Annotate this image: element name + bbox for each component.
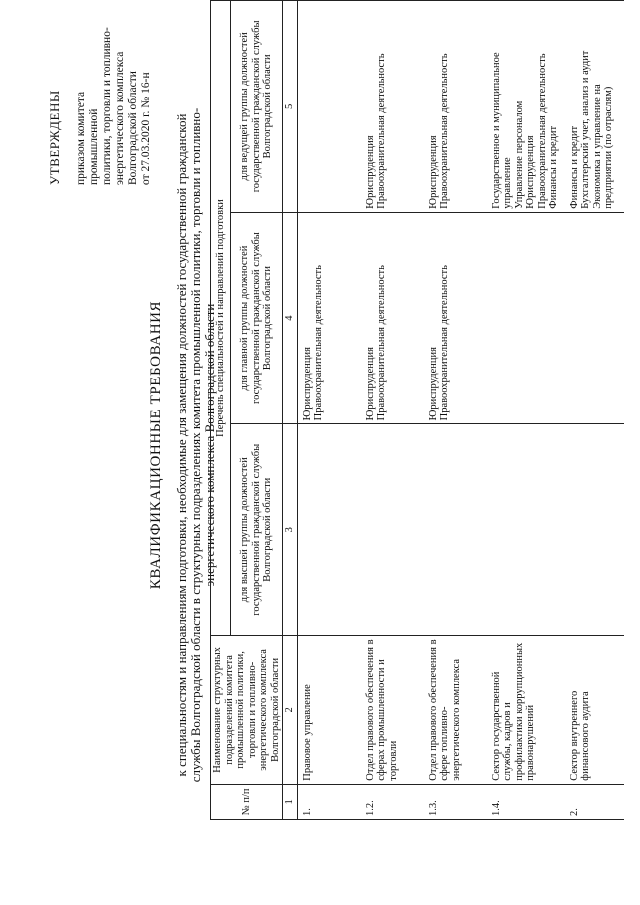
header-higher: для высшей группы должностей государственной гражданской службы Волгоградской области <box>231 424 283 636</box>
requirements-table <box>210 0 624 820</box>
row-lead-specialties <box>420 1 483 213</box>
document-title <box>148 65 217 825</box>
specialty-item: Правоохранительная деятельность <box>536 53 548 209</box>
col-number: 2 <box>283 636 298 785</box>
row-number: 1.3. <box>420 784 483 819</box>
row-main-specialties <box>297 212 357 424</box>
header-list: Перечень специальностей и направлений подготовки <box>211 1 231 636</box>
row-unit-name: Отдел правового обеспечения в сферах промышленности и торговли <box>357 636 420 785</box>
approval-line: приказом комитета промышленной <box>75 91 100 185</box>
specialty-item: Юриспруденция <box>364 347 376 421</box>
row-higher-specialties <box>357 424 420 636</box>
specialty-item: Юриспруденция <box>364 135 376 209</box>
approval-line: Волгоградской области <box>127 71 139 185</box>
row-lead-specialties <box>357 1 420 213</box>
title-line: службы Волгоградской области в структурных подразделениях комитета промышленной политики, торговли и топливно- <box>188 107 203 783</box>
header-num: № п/п <box>211 784 283 819</box>
row-main-specialties <box>420 212 483 424</box>
row-main-specialties <box>561 212 624 424</box>
specialty-item: Бухгалтерский учет, анализ и аудит <box>580 50 591 209</box>
specialty-item: Юриспруденция <box>427 135 439 209</box>
row-unit-name: Сектор внутреннего финансового аудита <box>561 636 624 785</box>
specialty-item: Правоохранительная деятельность <box>376 53 387 209</box>
specialty-item: Правоохранительная деятельность <box>376 265 387 421</box>
row-lead-specialties <box>483 1 561 213</box>
approval-line: политики, торговли и топливно- <box>101 27 113 185</box>
header-name: Наименование структурных подразделений комитета промышленной политики, торговли и топливно-энергетического комплекса Волгоградской области <box>211 636 283 785</box>
table-row <box>483 1 561 820</box>
row-higher-specialties <box>297 424 357 636</box>
specialty-item: Юриспруденция <box>301 347 313 421</box>
row-number: 2. <box>561 784 624 819</box>
specialty-item: Правоохранительная деятельность <box>313 265 324 421</box>
header-lead: для ведущей группы должностей государственной гражданской службы Волгоградской области <box>231 1 283 213</box>
row-number: 1.2. <box>357 784 420 819</box>
header-main: для главной группы должностей государственной гражданской службы Волгоградской области <box>231 212 283 424</box>
approval-line: энергетического комплекса <box>114 51 126 185</box>
col-number: 1 <box>283 784 298 819</box>
row-unit-name: Правовое управление <box>297 636 357 785</box>
col-number: 4 <box>283 212 298 424</box>
title-main: КВАЛИФИКАЦИОННЫЕ ТРЕБОВАНИЯ <box>148 300 164 590</box>
specialty-item: Правоохранительная деятельность <box>439 53 450 209</box>
table-row <box>357 1 420 820</box>
row-unit-name: Отдел правового обеспечения в сфере топливно-энергетического комплекса <box>420 636 483 785</box>
col-number: 5 <box>283 1 298 213</box>
row-higher-specialties <box>561 424 624 636</box>
row-number: 1.4. <box>483 784 561 819</box>
col-number: 3 <box>283 424 298 636</box>
specialty-item: Правоохранительная деятельность <box>439 265 450 421</box>
table-row <box>561 1 624 820</box>
specialty-item: предприятии (по отраслям) <box>603 86 614 209</box>
row-higher-specialties <box>483 424 561 636</box>
specialty-item: Управление персоналом <box>513 100 525 209</box>
row-unit-name: Сектор государственной службы, кадров и профилактики коррупционных правонарушений <box>483 636 561 785</box>
title-line: энергетического комплекса Волгоградской области <box>202 303 217 587</box>
approval-heading: УТВЕРЖДЕНЫ <box>47 90 62 185</box>
row-lead-specialties <box>297 1 357 213</box>
specialty-item: Государственное и муниципальное <box>490 52 502 209</box>
table-row <box>297 1 357 820</box>
specialty-item: Финансы и кредит <box>568 125 580 209</box>
specialty-item: Юриспруденция <box>525 135 536 209</box>
row-main-specialties <box>357 212 420 424</box>
specialty-item: Юриспруденция <box>427 347 439 421</box>
table-row <box>420 1 483 820</box>
row-higher-specialties <box>420 424 483 636</box>
approval-block <box>48 15 153 185</box>
row-number: 1. <box>297 784 357 819</box>
row-lead-specialties <box>561 1 624 213</box>
specialty-item: управление <box>502 157 513 209</box>
approval-line: от 27.03.2020 г. № 16-н <box>140 72 152 185</box>
title-line: к специальностям и направлениям подготовки, необходимые для замещения должностей государственной гражданской <box>174 113 189 777</box>
specialty-item: Финансы и кредит <box>548 125 559 209</box>
row-main-specialties <box>483 212 561 424</box>
specialty-item: Экономика и управление на <box>591 84 603 209</box>
